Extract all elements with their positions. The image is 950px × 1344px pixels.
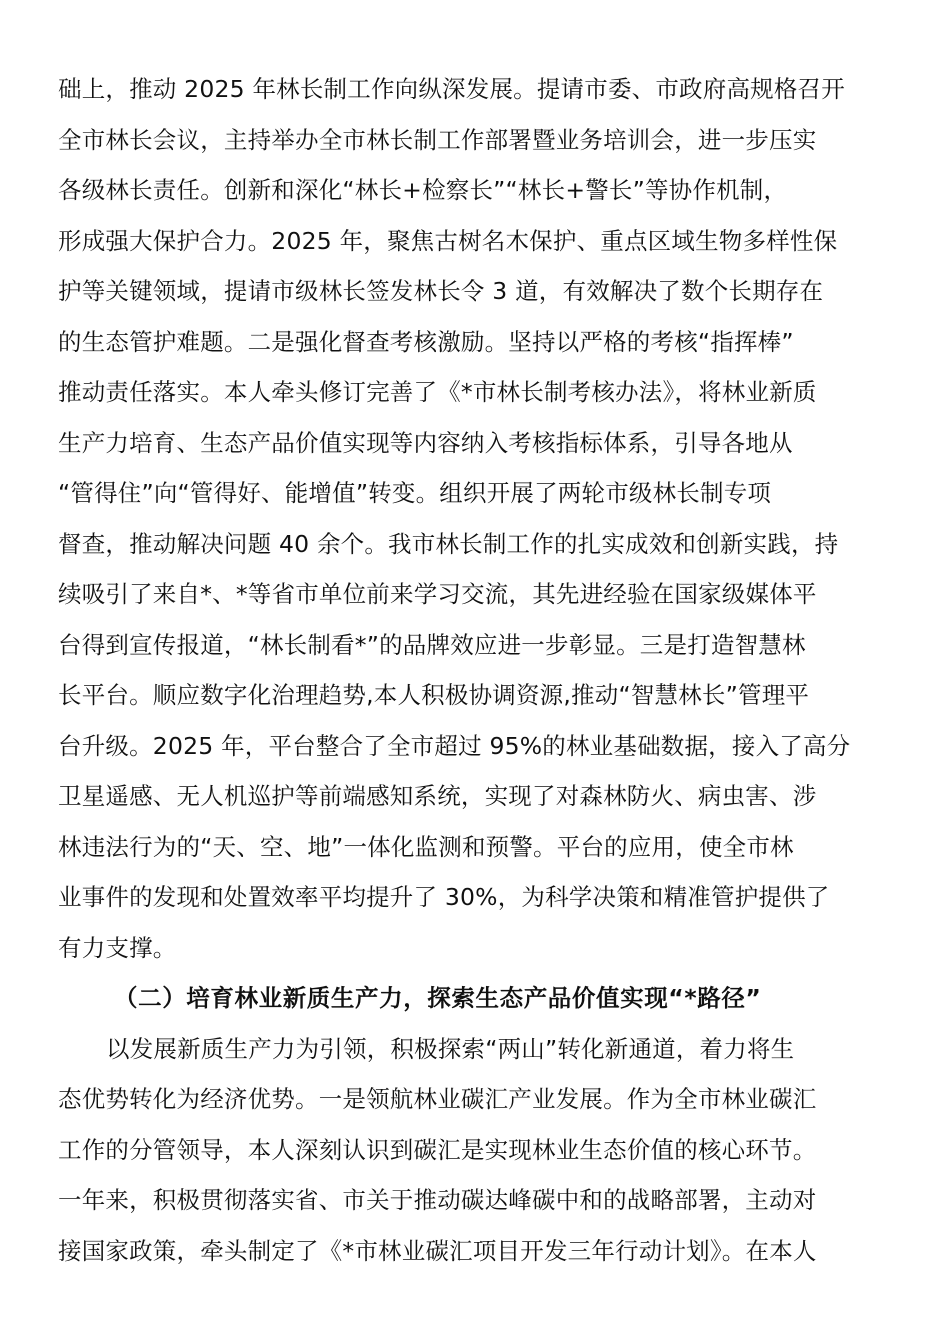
- text-line: 形成强大保护合力。2025 年，聚焦古树名木保护、重点区域生物多样性保: [58, 226, 838, 255]
- text-line: 护等关键领域，提请市级林长签发林长令 3 道，有效解决了数个长期存在: [58, 277, 824, 305]
- text-line: 林违法行为的“天、空、地”一体化监测和预警。平台的应用，使全市林: [58, 832, 794, 861]
- text-line: 有力支撑。: [58, 933, 177, 962]
- text-line: 态优势转化为经济优势。一是领航林业碳汇产业发展。作为全市林业碳汇: [58, 1085, 817, 1113]
- text-line: 生产力培育、生态产品价值实现等内容纳入考核指标体系，引导各地从: [58, 428, 793, 457]
- text-line: 以发展新质生产力为引领，积极探索“两山”转化新通道，着力将生: [106, 1034, 795, 1063]
- text-line: 督查，推动解决问题 40 余个。我市林长制工作的扎实成效和创新实践，持: [58, 529, 839, 558]
- document-page: [58, 64, 894, 1276]
- text-line: 业事件的发现和处置效率平均提升了 30%，为科学决策和精准管护提供了: [58, 883, 830, 911]
- text-line: 接国家政策，牵头制定了《*市林业碳汇项目开发三年行动计划》。在本人: [58, 1236, 817, 1265]
- text-line: 各级林长责任。创新和深化“林长+检察长”“林长+警长”等协作机制，: [58, 176, 788, 204]
- text-line: 台升级。2025 年，平台整合了全市超过 95%的林业基础数据，接入了高分: [58, 731, 851, 760]
- text-line: 台得到宣传报道，“林长制看*”的品牌效应进一步彰显。三是打造智慧林: [58, 630, 806, 659]
- text-line: 续吸引了来自*、*等省市单位前来学习交流，其先进经验在国家级媒体平: [58, 580, 817, 608]
- text-line: 工作的分管领导，本人深刻认识到碳汇是实现林业生态价值的核心环节。: [58, 1135, 817, 1164]
- text-line: 础上，推动 2025 年林长制工作向纵深发展。提请市委、市政府高规格召开: [58, 75, 845, 103]
- text-line: 卫星遥感、无人机巡护等前端感知系统，实现了对森林防火、病虫害、涉: [58, 782, 817, 810]
- text-line: 的生态管护难题。二是强化督查考核激励。坚持以严格的考核“指挥棒”: [58, 327, 794, 356]
- text-line: 一年来，积极贯彻落实省、市关于推动碳达峰碳中和的战略部署，主动对: [58, 1186, 817, 1214]
- text-line: 长平台。顺应数字化治理趋势,本人积极协调资源,推动“智慧林长”管理平: [58, 681, 810, 709]
- section-heading: （二）培育林业新质生产力，探索生态产品价值实现“*路径”: [114, 984, 762, 1012]
- text-line: 推动责任落实。本人牵头修订完善了《*市林长制考核办法》，将林业新质: [58, 378, 817, 406]
- paragraph-1: [58, 64, 894, 973]
- paragraph-2: [58, 1024, 894, 1277]
- text-line: “管得住”向“管得好、能增值”转变。组织开展了两轮市级林长制专项: [58, 479, 772, 507]
- text-line: 全市林长会议，主持举办全市林长制工作部署暨业务培训会，进一步压实: [58, 125, 817, 154]
